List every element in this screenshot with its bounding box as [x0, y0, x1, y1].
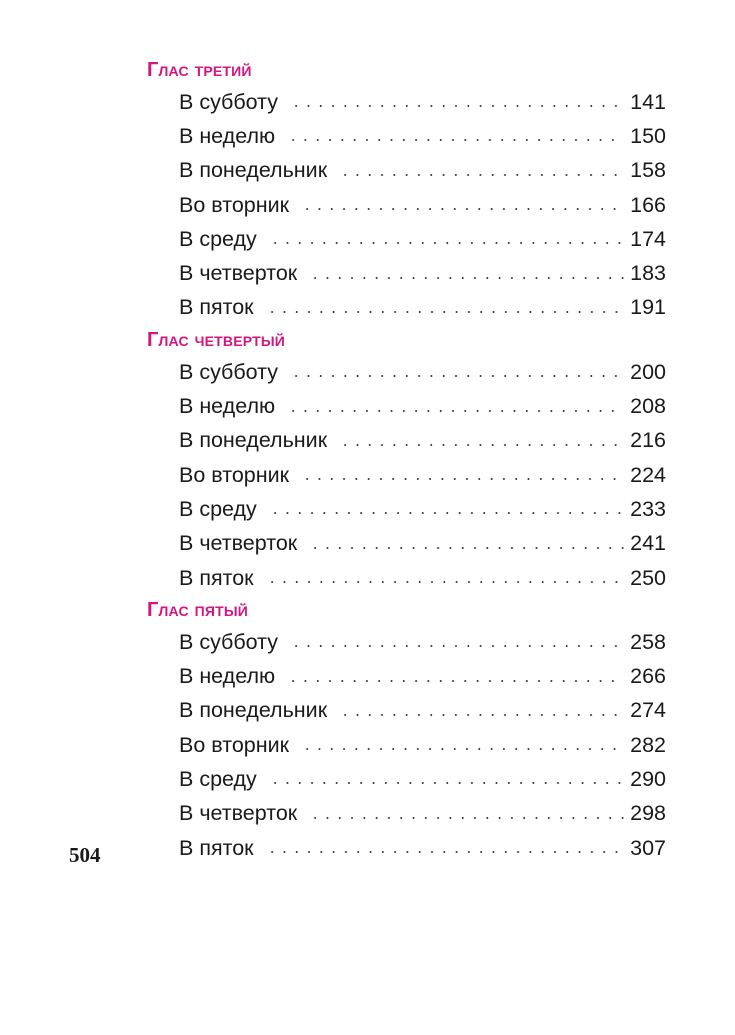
entry-label: В субботу — [179, 630, 284, 655]
entry-label: В пяток — [179, 836, 260, 861]
entry-label: В неделю — [179, 124, 281, 149]
entry-page-number: 307 — [630, 835, 666, 860]
entry-page-number: 166 — [630, 192, 666, 217]
dot-leader — [269, 782, 624, 784]
entry-page-number: 141 — [630, 89, 666, 114]
dot-leader — [309, 817, 624, 819]
dot-leader — [287, 139, 624, 141]
dot-leader — [266, 581, 625, 583]
entry-page-number: 200 — [630, 359, 666, 384]
toc-entry[interactable] — [179, 694, 666, 728]
toc-entry[interactable] — [179, 424, 666, 458]
toc-entry[interactable] — [179, 389, 666, 423]
entry-label: В среду — [179, 497, 263, 522]
entry-page-number: 241 — [630, 531, 666, 556]
dot-leader — [290, 105, 624, 107]
toc-entry[interactable] — [179, 659, 666, 693]
toc-entry[interactable] — [179, 492, 666, 526]
toc-entry[interactable] — [179, 625, 666, 659]
entry-label: В субботу — [179, 360, 284, 385]
entry-page-number: 158 — [630, 158, 666, 183]
dot-leader — [301, 748, 624, 750]
entry-label: В пяток — [179, 566, 260, 591]
toc-entry[interactable] — [179, 797, 666, 831]
entry-page-number: 174 — [630, 226, 666, 251]
dot-leader — [309, 547, 624, 549]
entry-label: В неделю — [179, 394, 281, 419]
entry-page-number: 216 — [630, 428, 666, 453]
section-heading: Глас пятый — [147, 599, 249, 622]
toc-section-glas-5 — [0, 595, 735, 865]
entry-page-number: 233 — [630, 496, 666, 521]
table-of-contents — [0, 55, 735, 865]
entry-label: В понедельник — [179, 158, 333, 183]
dot-leader — [301, 478, 624, 480]
toc-section-glas-4 — [0, 325, 735, 595]
toc-entry[interactable] — [179, 291, 666, 325]
page-number: 504 — [69, 843, 101, 867]
dot-leader — [309, 277, 624, 279]
toc-entry[interactable] — [179, 458, 666, 492]
entry-label: В пяток — [179, 295, 260, 320]
toc-entry[interactable] — [179, 561, 666, 595]
dot-leader — [269, 512, 624, 514]
entry-label: В понедельник — [179, 698, 333, 723]
toc-entry[interactable] — [179, 527, 666, 561]
entry-page-number: 191 — [630, 295, 666, 320]
entry-label: В четверток — [179, 801, 303, 826]
dot-leader — [339, 174, 624, 176]
dot-leader — [290, 375, 624, 377]
entry-page-number: 290 — [630, 766, 666, 791]
toc-entry[interactable] — [179, 355, 666, 389]
section-heading: Глас третий — [147, 59, 252, 81]
dot-leader — [266, 311, 625, 313]
entry-label: Во вторник — [179, 463, 295, 488]
dot-leader — [266, 851, 625, 853]
toc-entry[interactable] — [179, 188, 666, 222]
dot-leader — [301, 208, 624, 210]
section-heading: Глас четвертый — [147, 329, 286, 352]
entry-page-number: 150 — [630, 123, 666, 148]
dot-leader — [287, 410, 624, 412]
entry-label: В субботу — [179, 90, 284, 115]
entry-label: В среду — [179, 227, 263, 252]
entry-page-number: 266 — [630, 664, 666, 689]
entry-label: В четверток — [179, 261, 303, 286]
toc-entry[interactable] — [179, 831, 666, 865]
toc-entry[interactable] — [179, 85, 666, 119]
toc-entry[interactable] — [179, 154, 666, 188]
entry-page-number: 224 — [630, 462, 666, 487]
entry-page-number: 258 — [630, 629, 666, 654]
toc-section-glas-3 — [0, 55, 735, 325]
entry-page-number: 298 — [630, 801, 666, 826]
toc-entry[interactable] — [179, 256, 666, 290]
toc-entry[interactable] — [179, 222, 666, 256]
toc-entry[interactable] — [179, 762, 666, 796]
dot-leader — [339, 714, 624, 716]
entry-label: В среду — [179, 767, 263, 792]
entry-label: В неделю — [179, 664, 281, 689]
dot-leader — [290, 645, 624, 647]
entry-page-number: 282 — [630, 732, 666, 757]
entry-page-number: 274 — [630, 698, 666, 723]
entry-page-number: 208 — [630, 394, 666, 419]
toc-entry[interactable] — [179, 728, 666, 762]
dot-leader — [269, 242, 624, 244]
dot-leader — [287, 680, 624, 682]
entry-page-number: 250 — [630, 565, 666, 590]
toc-entry[interactable] — [179, 119, 666, 153]
dot-leader — [339, 444, 624, 446]
entry-label: Во вторник — [179, 193, 295, 218]
entry-label: В понедельник — [179, 428, 333, 453]
entry-label: В четверток — [179, 531, 303, 556]
entry-label: Во вторник — [179, 733, 295, 758]
entry-page-number: 183 — [630, 261, 666, 286]
